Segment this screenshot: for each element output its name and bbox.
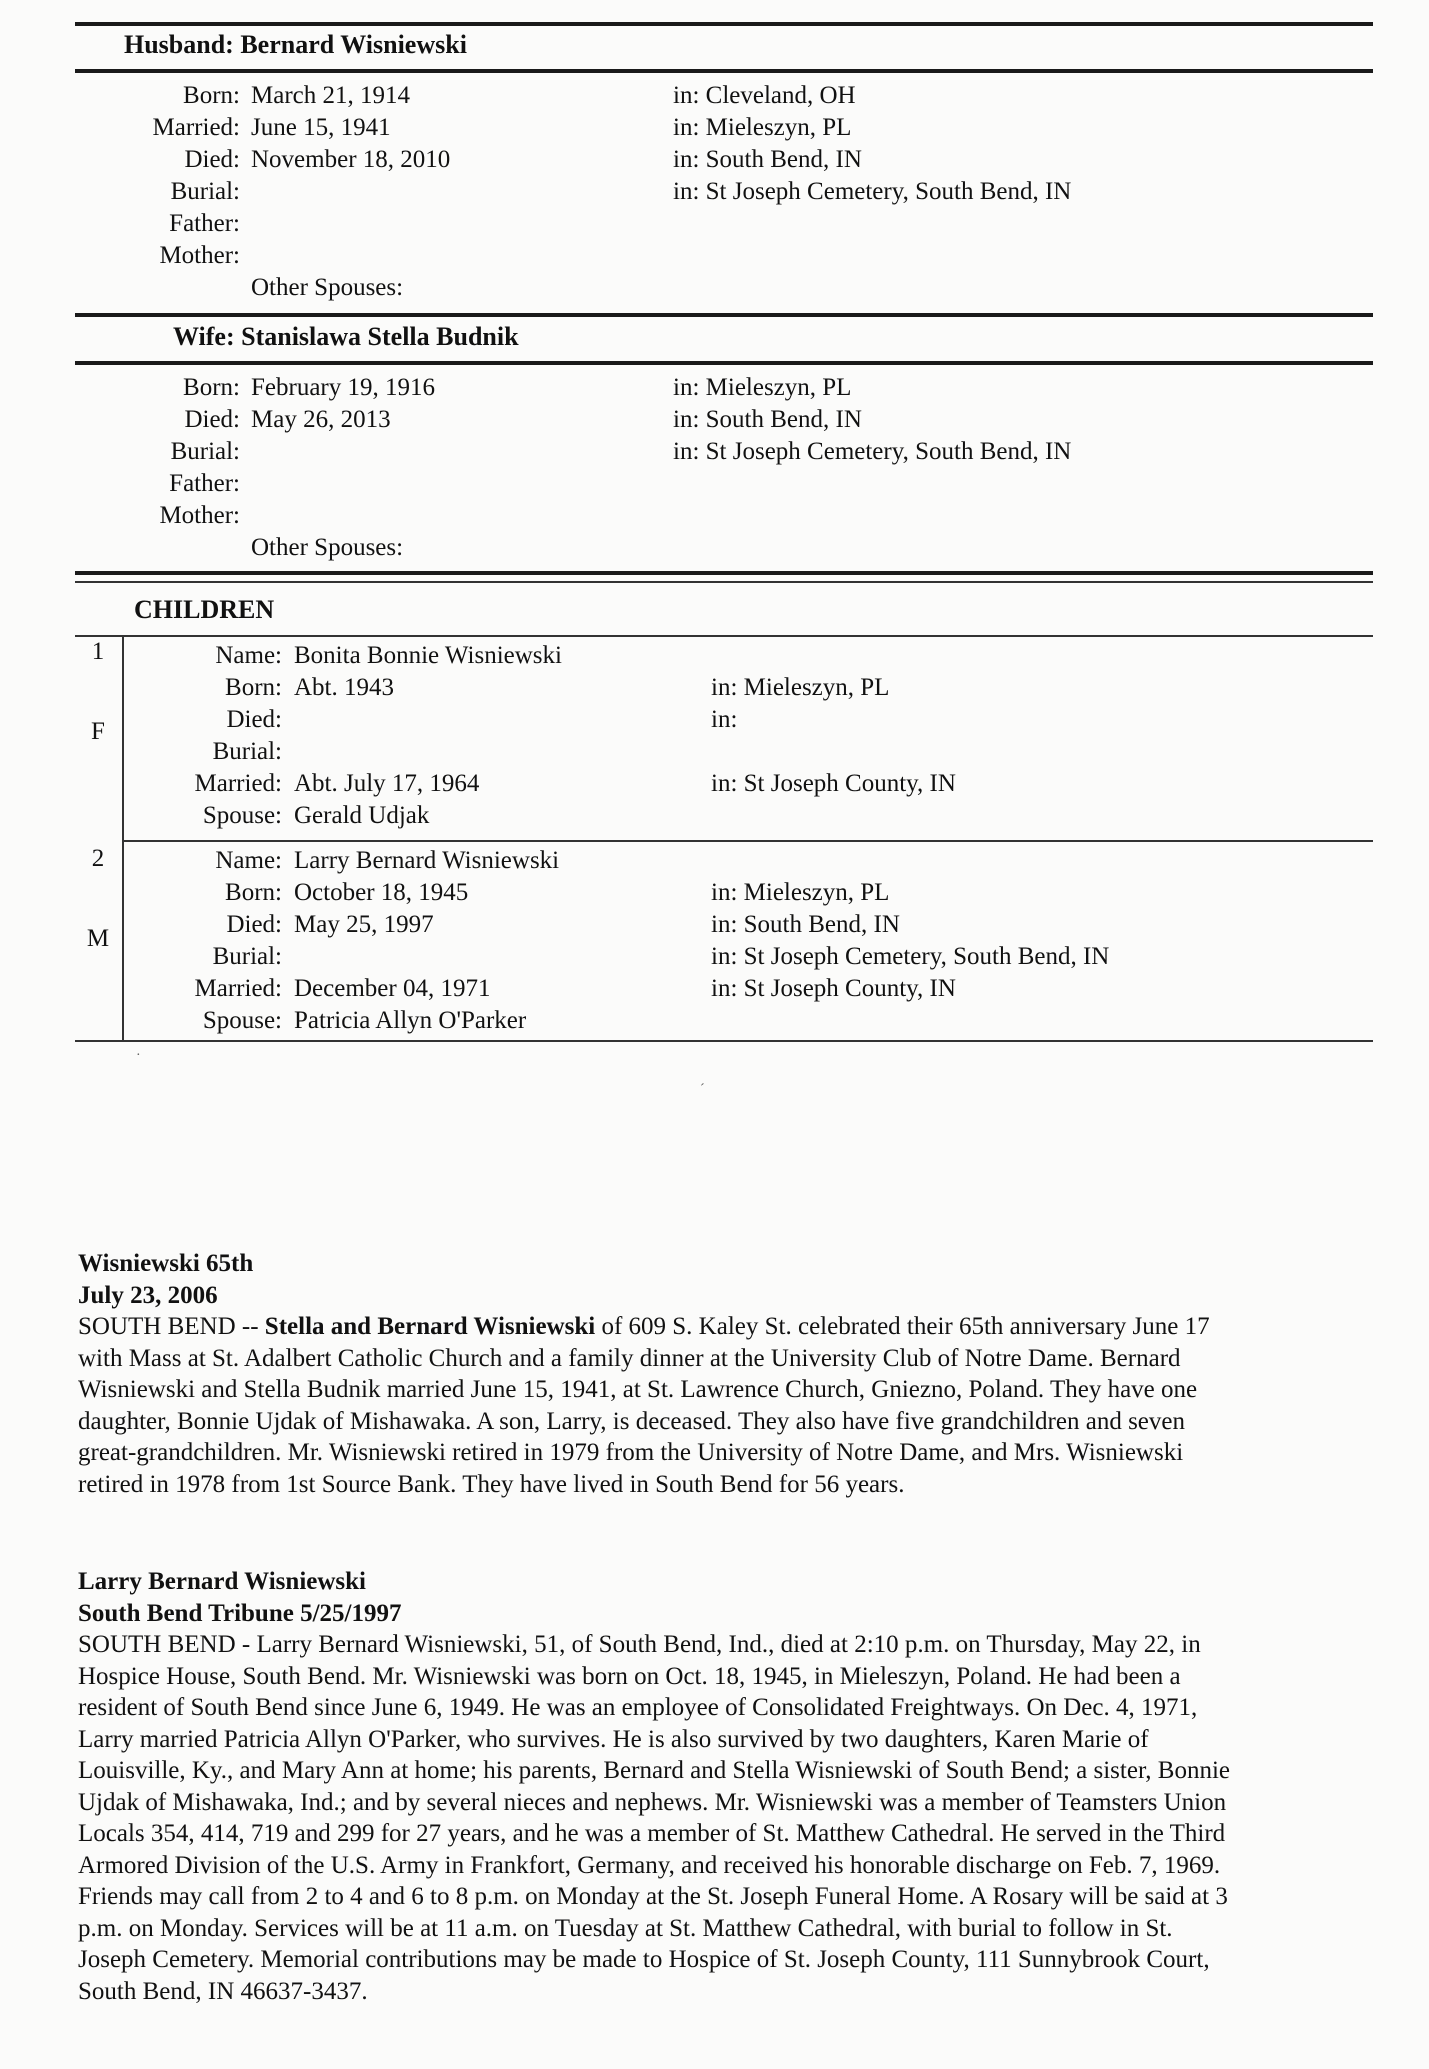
rule-wife-header [75,361,1373,365]
child-spouse-row [0,1005,1429,1037]
article-line: p.m. on Monday. Services will be at 11 a.m. on Tuesday at St. Matthew Cathedral, with burial to follow in St. [78,1914,1173,1942]
child-name-row [0,845,1429,877]
field-value: Patricia Allyn O'Parker [294,1007,527,1034]
husband-born-row [0,80,1429,112]
field-label: Burial: [170,178,240,205]
article-line: resident of South Bend since June 6, 1949. He was an employee of Consolidated Freightways. On Dec. 4, 1971, [78,1694,1198,1721]
child-died-row [0,909,1429,941]
field-value: March 21, 1914 [251,82,410,109]
field-label: Name: [215,847,282,874]
field-value: December 04, 1971 [294,975,491,1002]
field-label: Burial: [170,438,240,465]
rule-children-header [75,635,1373,637]
article-date: July 23, 2006 [78,1281,218,1309]
husband-header: Husband: Bernard Wisniewski [124,30,467,59]
article-lead: SOUTH BEND -- [78,1313,265,1340]
child-sex: F [91,718,105,745]
field-location: in: South Bend, IN [711,911,900,938]
field-value: Abt. July 17, 1964 [294,770,480,797]
article-line: Larry married Patricia Allyn O'Parker, who survives. He is also survived by two daughters, Karen Marie of [78,1725,1149,1753]
field-label: Spouse: [202,1007,282,1034]
child-name-row [0,640,1429,672]
article-line: Locals 354, 414, 719 and 299 for 27 years, and he was a member of St. Matthew Cathedral. He served in the Third [78,1820,1226,1847]
article-anniversary [78,1248,1368,1500]
field-location: in: St Joseph Cemetery, South Bend, IN [711,943,1110,970]
field-value: October 18, 1945 [294,879,469,906]
field-label: Died: [184,406,240,433]
field-label: Married: [152,114,240,141]
child-spouse-row [0,800,1429,832]
husband-other-spouses: Other Spouses: [251,274,404,301]
wife-father-row [0,468,1429,500]
field-location: in: Mieleszyn, PL [711,879,890,906]
field-location: in: Cleveland, OH [673,82,856,109]
field-location: in: Mieleszyn, PL [711,674,890,701]
field-value: Bonita Bonnie Wisniewski [294,642,562,669]
husband-father-row [0,208,1429,240]
rule-children-top [75,571,1373,575]
field-location: in: St Joseph Cemetery, South Bend, IN [673,178,1072,205]
field-value: May 25, 1997 [294,911,434,938]
child-married-row [0,973,1429,1005]
article-lead-names: Stella and Bernard Wisniewski [264,1313,596,1340]
wife-header: Wife: Stanislawa Stella Budnik [173,322,519,351]
article-line: Armored Division of the U.S. Army in Frankfort, Germany, and received his honorable discharge on Feb. 7, 1969. [78,1851,1221,1879]
field-value: June 15, 1941 [251,114,391,141]
field-label: Born: [183,374,240,401]
field-label: Died: [226,706,282,733]
field-location: in: St Joseph County, IN [711,770,956,797]
husband-burial-row [0,176,1429,208]
child-born-row [0,672,1429,704]
scan-speck: · [136,1048,141,1063]
article-line: Friends may call from 2 to 4 and 6 to 8 p.m. on Monday at the St. Joseph Funeral Home. A Rosary will be said at 3 [78,1883,1228,1910]
field-label: Name: [215,642,282,669]
child-number: 1 [91,638,105,665]
husband-mother-row [0,240,1429,272]
field-location: in: St Joseph County, IN [711,975,956,1002]
child-burial-row [0,941,1429,973]
child-died-row [0,704,1429,736]
husband-married-row [0,112,1429,144]
article-line-text: of 609 S. Kaley St. celebrated their 65th anniversary June 17 [595,1313,1210,1340]
field-value: Larry Bernard Wisniewski [294,847,560,874]
field-location: in: South Bend, IN [673,406,862,433]
field-label: Born: [225,674,282,701]
rule-top [75,22,1373,26]
article-line: daughter, Bonnie Ujdak of Mishawaka. A son, Larry, is deceased. They also have five grandchildren and seven [78,1407,1185,1435]
husband-died-row [0,144,1429,176]
scan-speck: ˊ [700,1082,705,1097]
child-born-row [0,877,1429,909]
field-label: Born: [183,82,240,109]
child-number: 2 [91,845,105,872]
field-label: Mother: [159,242,240,269]
wife-died-row [0,404,1429,436]
field-location: in: [711,706,738,733]
wife-other-spouses: Other Spouses: [251,534,404,561]
article-line: Wisniewski and Stella Budnik married June 15, 1941, at St. Lawrence Church, Gniezno, Poland. They have one [78,1376,1198,1403]
wife-burial-row [0,436,1429,468]
field-location: in: South Bend, IN [673,146,862,173]
child-sex: M [86,925,110,952]
field-value: Abt. 1943 [294,674,394,701]
field-label: Died: [226,911,282,938]
article-line: SOUTH BEND - Larry Bernard Wisniewski, 51, of South Bend, Ind., died at 2:10 p.m. on Thursday, May 22, in [78,1631,1201,1658]
article-title: Larry Bernard Wisniewski [78,1568,366,1595]
rule-child-separator [122,840,1373,842]
field-label: Burial: [212,738,282,765]
article-line: retired in 1978 from 1st Source Bank. They have lived in South Bend for 56 years. [78,1470,905,1498]
field-label: Father: [169,470,240,497]
field-location: in: Mieleszyn, PL [673,114,852,141]
article-line: with Mass at St. Adalbert Catholic Church and a family dinner at the University Club of Notre Dame. Bernard [78,1344,1181,1372]
article-source: South Bend Tribune 5/25/1997 [78,1599,402,1627]
article-body [78,1311,1368,1500]
field-value: November 18, 2010 [251,146,451,173]
field-label: Mother: [159,502,240,529]
children-header: CHILDREN [134,595,275,624]
field-value: May 26, 2013 [251,406,391,433]
field-label: Born: [225,879,282,906]
field-location: in: Mieleszyn, PL [673,374,852,401]
article-line: Louisville, Ky., and Mary Ann at home; his parents, Bernard and Stella Wisniewski of South Bend; a sister, Bonnie [78,1757,1230,1784]
field-label: Married: [194,770,282,797]
article-title: Wisniewski 65th [78,1250,254,1277]
article-line: Ujdak of Mishawaka, Ind.; and by several nieces and nephews. Mr. Wisniewski was a member of Teamsters Union [78,1788,1227,1816]
field-label: Married: [194,975,282,1002]
article-line: Joseph Cemetery. Memorial contributions may be made to Hospice of St. Joseph County, 111 Sunnybrook Court, [78,1946,1210,1973]
field-value: February 19, 1916 [251,374,435,401]
field-location: in: St Joseph Cemetery, South Bend, IN [673,438,1072,465]
rule-husband-header [75,69,1373,73]
article-line: great-grandchildren. Mr. Wisniewski retired in 1979 from the University of Notre Dame, and Mrs. Wisniewski [78,1439,1184,1466]
wife-born-row [0,372,1429,404]
field-value: Gerald Udjak [294,802,430,829]
rule-children-bottom [75,1040,1373,1042]
article-line [78,1311,1368,1343]
child-married-row [0,768,1429,800]
field-label: Died: [184,146,240,173]
rule-children-top-inner [75,581,1373,583]
rule-wife-top [75,313,1373,317]
article-line: South Bend, IN 46637-3437. [78,1977,368,2005]
article-line: Hospice House, South Bend. Mr. Wisniewski was born on Oct. 18, 1945, in Mieleszyn, Poland. He had been a [78,1662,1181,1690]
child-burial-row [0,736,1429,768]
article-body [78,1629,1368,2007]
article-obituary [78,1566,1368,2007]
field-label: Spouse: [202,802,282,829]
field-label: Burial: [212,943,282,970]
field-label: Father: [169,210,240,237]
wife-mother-row [0,500,1429,532]
